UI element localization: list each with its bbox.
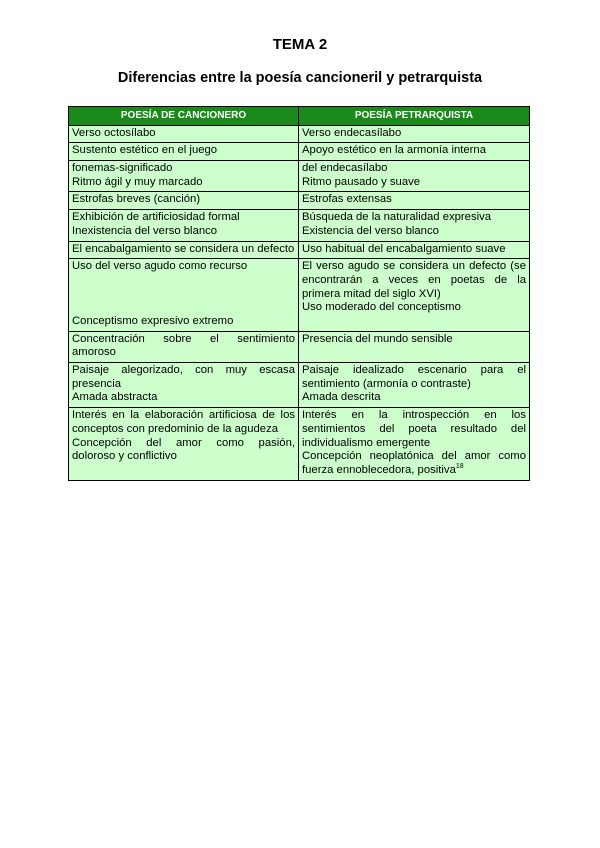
cell-right bbox=[299, 408, 530, 481]
cell-right bbox=[299, 363, 530, 408]
cell-left bbox=[69, 259, 299, 331]
cell-line: Interés en la introspección en los sentimientos del poeta resultado del individualismo emergente bbox=[302, 409, 526, 449]
cell-line: Paisaje alegorizado, con muy escasa presencia bbox=[72, 364, 295, 390]
cell-right bbox=[299, 161, 530, 192]
cell-line: Conceptismo expresivo extremo bbox=[72, 314, 234, 327]
cell-line: Uso moderado del conceptismo bbox=[302, 301, 461, 314]
cell-left bbox=[69, 161, 299, 192]
cell-line: Búsqueda de la naturalidad expresiva bbox=[302, 211, 492, 224]
cell-line: Interés en la elaboración artificiosa de los conceptos con predominio de la agudeza bbox=[72, 409, 295, 435]
page-subtitle: Diferencias entre la poesía cancioneril y petrarquista bbox=[117, 70, 483, 86]
cell-line: El verso agudo se considera un defecto (se encontrarán a veces en poetas de la primera mitad del siglo XVI) bbox=[302, 260, 526, 300]
cell-line: Concepción del amor como pasión, doloroso y conflictivo bbox=[72, 436, 295, 463]
cell-line: Amada descrita bbox=[302, 391, 381, 404]
header-petrarquista: POESÍA PETRARQUISTA bbox=[299, 107, 530, 126]
cell-right bbox=[299, 210, 530, 241]
cell-line: fonemas-significado bbox=[72, 162, 173, 174]
table-row bbox=[69, 192, 530, 210]
cell-left: Verso octosílabo bbox=[69, 125, 299, 143]
cell-line: Uso del verso agudo como recurso bbox=[72, 260, 248, 273]
cell-line: Ritmo pausado y suave bbox=[302, 175, 421, 188]
page-title: TEMA 2 bbox=[272, 36, 328, 53]
cell-left: Concentración sobre el sentimiento amoroso bbox=[69, 331, 299, 362]
cell-right: Estrofas extensas bbox=[299, 192, 530, 210]
cell-right: Uso habitual del encabalgamiento suave bbox=[299, 241, 530, 259]
cell-right: Apoyo estético en la armonía interna bbox=[299, 143, 530, 161]
cell-right: Presencia del mundo sensible bbox=[299, 331, 530, 362]
table-row bbox=[69, 259, 530, 331]
cell-left bbox=[69, 210, 299, 241]
table-row bbox=[69, 241, 530, 259]
cell-left: Sustento estético en el juego bbox=[69, 143, 299, 161]
cell-left bbox=[69, 363, 299, 408]
cell-line: Exhibición de artificiosidad formal bbox=[72, 211, 240, 224]
table-row bbox=[69, 408, 530, 481]
cell-right bbox=[299, 259, 530, 331]
footnote-marker: 18 bbox=[455, 463, 464, 471]
comparison-table-body bbox=[68, 160, 530, 481]
cell-right: Verso endecasílabo bbox=[299, 125, 530, 143]
cell-line: Paisaje idealizado escenario para el sentimiento (armonía o contraste) bbox=[302, 364, 526, 390]
table-row bbox=[69, 125, 530, 143]
table-row bbox=[69, 210, 530, 241]
table-header-row bbox=[69, 107, 530, 126]
cell-text: Concepción neoplatónica del amor como fuerza ennoblecedora, positiva bbox=[302, 450, 526, 476]
cell-spacer bbox=[72, 274, 295, 315]
cell-left bbox=[69, 408, 299, 481]
table-row bbox=[69, 143, 530, 161]
cell-line: Existencia del verso blanco bbox=[302, 224, 439, 237]
header-cancionero: POESÍA DE CANCIONERO bbox=[69, 107, 299, 126]
comparison-table-header bbox=[68, 106, 530, 161]
cell-left: Estrofas breves (canción) bbox=[69, 192, 299, 210]
cell-line: Inexistencia del verso blanco bbox=[72, 224, 218, 237]
cell-line: del endecasílabo bbox=[302, 162, 388, 174]
cell-left: El encabalgamiento se considera un defecto bbox=[69, 241, 299, 259]
table-row bbox=[69, 331, 530, 362]
table-row bbox=[69, 363, 530, 408]
cell-line bbox=[302, 450, 526, 477]
cell-line: Amada abstracta bbox=[72, 391, 158, 404]
table-row bbox=[69, 161, 530, 192]
cell-line: Ritmo ágil y muy marcado bbox=[72, 175, 203, 188]
